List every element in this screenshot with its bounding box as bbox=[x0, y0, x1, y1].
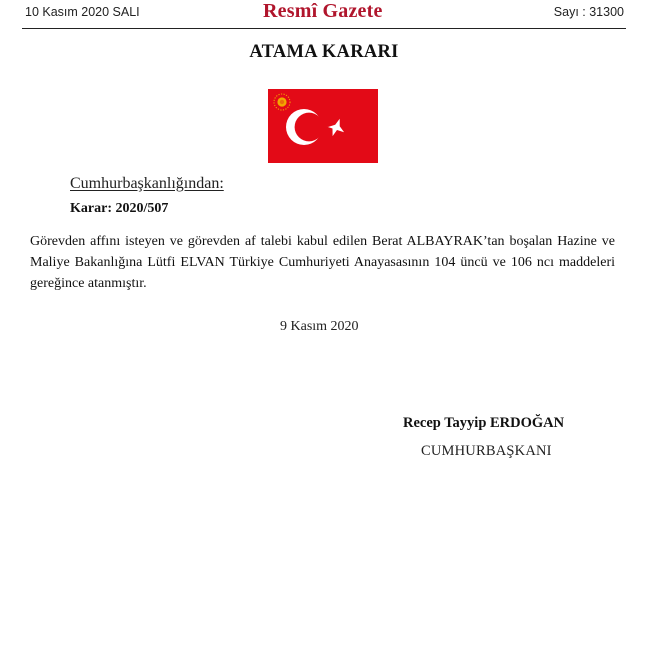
document-title: ATAMA KARARI bbox=[249, 42, 399, 62]
signatory-title: CUMHURBAŞKANI bbox=[421, 443, 552, 459]
gazette-title: Resmî Gazete bbox=[263, 0, 383, 22]
issue-date: 10 Kasım 2020 SALI bbox=[25, 5, 140, 19]
issuing-authority: Cumhurbaşkanlığından: bbox=[70, 175, 224, 192]
gazette-header bbox=[22, 0, 626, 29]
decision-number: Karar: 2020/507 bbox=[70, 201, 169, 216]
decision-date: 9 Kasım 2020 bbox=[280, 319, 359, 334]
signatory-name: Recep Tayyip ERDOĞAN bbox=[403, 415, 565, 431]
issue-number: Sayı : 31300 bbox=[553, 5, 624, 19]
presidential-flag-icon bbox=[268, 89, 378, 163]
decision-body: Görevden affını isteyen ve görevden af talebi kabul edilen Berat ALBAYRAK’tan boşalan Hazine ve Maliye Bakanlığına Lütfi ELVAN Türkiye Cumhuriyeti Anayasasının 104 üncü ve 106 ncı maddeleri gereğince atanmıştır. bbox=[30, 234, 615, 291]
